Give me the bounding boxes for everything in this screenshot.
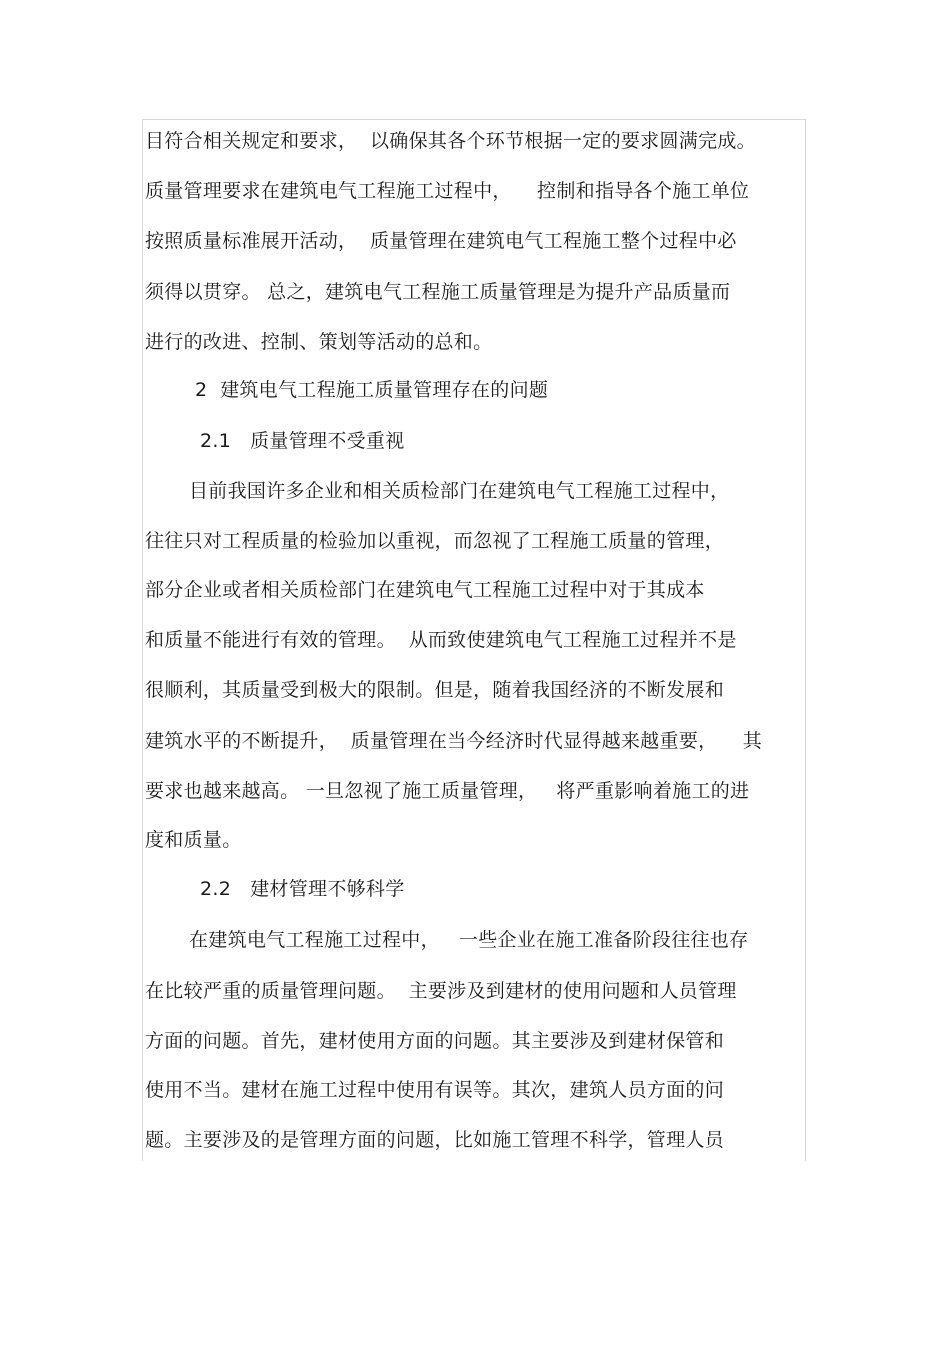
paragraph-line: 须得以贯穿。 总之，建筑电气工程施工质量管理是为提升产品质量而	[145, 281, 731, 303]
paragraph-line: 要求也越来越高。 一旦忽视了施工质量管理， 将严重影响着施工的进	[145, 780, 750, 802]
paragraph-line: 往往只对工程质量的检验加以重视，而忽视了工程施工质量的管理，	[145, 530, 725, 552]
paragraph-line: 题。主要涉及的是管理方面的问题，比如施工管理不科学，管理人员	[145, 1129, 725, 1151]
paragraph-line: 质量管理要求在建筑电气工程施工过程中， 控制和指导各个施工单位	[145, 180, 750, 202]
paragraph-line: 度和质量。	[145, 829, 242, 851]
section-heading: 2 建筑电气工程施工质量管理存在的问题	[195, 379, 549, 401]
paragraph-line: 和质量不能进行有效的管理。 从而致使建筑电气工程施工过程并不是	[145, 629, 737, 651]
paragraph-line: 部分企业或者相关质检部门在建筑电气工程施工过程中对于其成本	[145, 579, 705, 601]
subsection-heading: 2.1 质量管理不受重视	[200, 430, 405, 452]
subsection-heading: 2.2 建材管理不够科学	[200, 878, 405, 900]
paragraph-line: 按照质量标准展开活动， 质量管理在建筑电气工程施工整个过程中必	[145, 230, 737, 252]
paragraph-line: 在比较严重的质量管理问题。 主要涉及到建材的使用问题和人员管理	[145, 980, 737, 1002]
paragraph-line: 目符合相关规定和要求， 以确保其各个环节根据一定的要求圆满完成。	[145, 130, 756, 152]
paragraph-line: 建筑水平的不断提升， 质量管理在当今经济时代显得越来越重要， 其	[145, 730, 763, 752]
paragraph-line: 方面的问题。首先，建材使用方面的问题。其主要涉及到建材保管和	[145, 1030, 725, 1052]
paragraph-line: 使用不当。建材在施工过程中使用有误等。其次，建筑人员方面的问	[145, 1079, 725, 1101]
paragraph-line: 很顺利，其质量受到极大的限制。但是，随着我国经济的不断发展和	[145, 679, 725, 701]
paragraph-line: 在建筑电气工程施工过程中， 一些企业在施工准备阶段往往也存	[189, 929, 749, 951]
paragraph-line: 进行的改进、控制、策划等活动的总和。	[145, 331, 493, 353]
paragraph-line: 目前我国许多企业和相关质检部门在建筑电气工程施工过程中，	[189, 480, 730, 502]
